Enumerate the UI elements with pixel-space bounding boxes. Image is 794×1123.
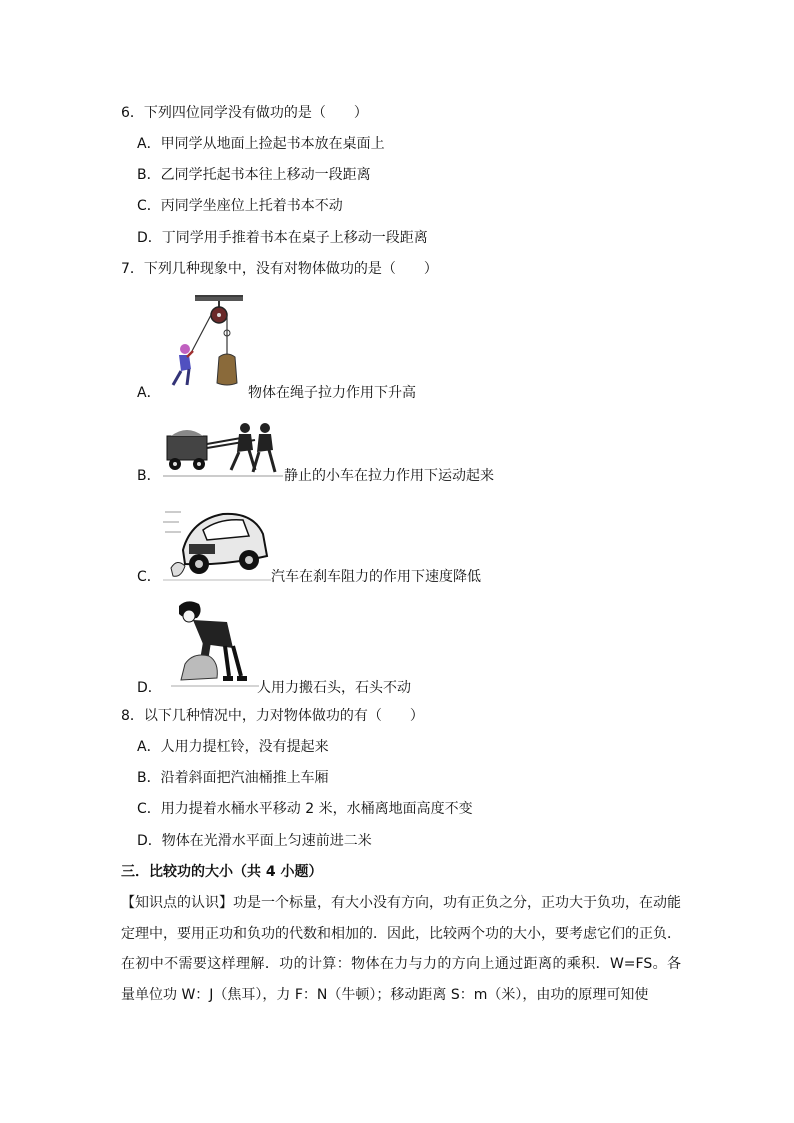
question-7-option-c-caption: 汽车在刹车阻力的作用下速度降低: [271, 569, 481, 585]
pulley-lifting-bag-icon: [163, 293, 247, 393]
section-3-title: 三．比较功的大小（共 4 小题）: [121, 864, 323, 880]
question-7-option-d-caption: 人用力搬石头，石头不动: [257, 680, 411, 696]
question-7-option-a-letter: A．: [137, 385, 161, 401]
question-7-option-b-caption: 静止的小车在拉力作用下运动起来: [284, 468, 494, 484]
braking-car-icon: [163, 500, 271, 584]
question-6-stem: 6．下列四位同学没有做功的是（ ）: [121, 105, 368, 121]
question-7-option-d-letter: D．: [137, 680, 162, 696]
question-6-option-a: A．甲同学从地面上捡起书本放在桌面上: [137, 136, 385, 152]
question-6-option-b: B．乙同学托起书本往上移动一段距离: [137, 167, 371, 183]
section-3-paragraph: 【知识点的认识】功是一个标量，有大小没有方向，功有正负之分，正功大于负功，在动能定理中，要用正功和负功的代数和相加的．因此，比较两个功的大小，要考虑它们的正负．在初中不需要这样理解．功的计算：物体在力与力的方向上通过距离的乘积．W=FS。各量单位功 W：J（焦耳），力 F：N（牛顿）；移动距离 S：m（米），由功的原理可知使: [121, 895, 681, 1003]
question-8-option-b: B．沿着斜面把汽油桶推上车厢: [137, 770, 329, 786]
question-8-option-c: C．用力提着水桶水平移动 2 米，水桶离地面高度不变: [137, 801, 473, 817]
person-lifting-rock-icon: [163, 598, 259, 694]
question-8-option-a: A．人用力提杠铃，没有提起来: [137, 739, 329, 755]
people-pulling-cart-icon: [163, 418, 283, 480]
question-7-option-c-letter: C．: [137, 569, 161, 585]
question-8-stem: 8．以下几种情况中，力对物体做功的有（ ）: [121, 708, 424, 724]
question-7-stem: 7．下列几种现象中，没有对物体做功的是（ ）: [121, 261, 438, 277]
question-8-option-d: D．物体在光滑水平面上匀速前进二米: [137, 833, 372, 849]
question-6-option-d: D．丁同学用手推着书本在桌子上移动一段距离: [137, 230, 428, 246]
question-6-option-c: C．丙同学坐座位上托着书本不动: [137, 198, 343, 214]
question-7-option-a-caption: 物体在绳子拉力作用下升高: [248, 385, 416, 401]
question-7-option-b-letter: B．: [137, 468, 161, 484]
